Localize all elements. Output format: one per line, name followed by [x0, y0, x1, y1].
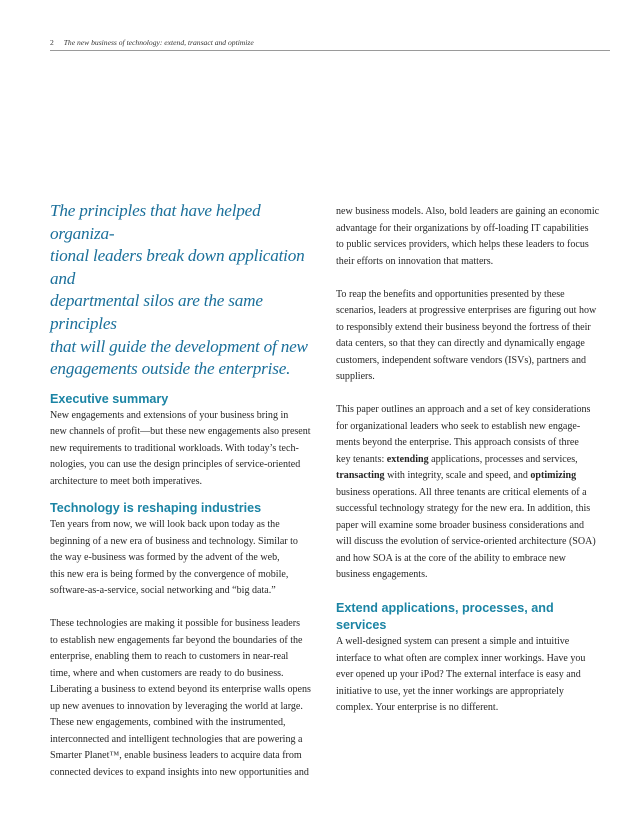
- pull-quote-line: The principles that have helped organiza-: [50, 201, 261, 243]
- extend-heading: [336, 600, 608, 634]
- emphasis-optimizing: optimizing: [530, 470, 577, 481]
- text-line: software-as-a-service, social networking and “big data.”: [50, 585, 276, 597]
- text-line: A well-designed system can present a simple and intuitive: [336, 636, 570, 647]
- right-paragraph-1: [336, 204, 608, 270]
- text-line: architecture to meet both imperatives.: [50, 475, 203, 487]
- text-line: Smarter Planet™, enable business leaders to acquire data from: [50, 750, 302, 762]
- emphasis-extending: extending: [386, 453, 429, 465]
- pull-quote-line: that will guide the development of new: [50, 336, 308, 356]
- text-line: to establish new engagements far beyond the boundaries of the: [50, 634, 303, 646]
- text-line: ever opened up your iPod? The external interface is easy and: [336, 669, 581, 680]
- text-line: this new era is being formed by the convergence of mobile,: [50, 568, 289, 580]
- text-line: successful technology strategy for the new era. In addition, this: [336, 503, 591, 514]
- text-line: their efforts on innovation that matters.: [336, 255, 494, 267]
- text-line: connected devices to expand insights into new opportunities and: [50, 766, 309, 778]
- text-line: These technologies are making it possible for business leaders: [50, 618, 300, 630]
- text-line: time, where and when customers are ready to do business.: [50, 667, 284, 679]
- text-line: applications, processes and services,: [428, 453, 578, 465]
- technology-paragraph-1: [50, 517, 315, 600]
- right-paragraph-2: [336, 287, 608, 386]
- text-line: for organizational leaders who seek to establish new engage-: [336, 420, 581, 432]
- page-number: 2: [50, 38, 54, 47]
- header-divider: [50, 50, 610, 51]
- technology-paragraph-2: [50, 616, 315, 781]
- pull-quote-line: tional leaders break down application and: [50, 246, 305, 288]
- text-line: will discuss the evolution of service-oriented architecture (SOA): [336, 536, 596, 547]
- emphasis-transacting: transacting: [336, 470, 385, 481]
- text-line: customers, independent software vendors (ISVs), partners and: [336, 354, 586, 366]
- text-line: ments beyond the enterprise. This approach consists of three: [336, 437, 579, 448]
- text-line: interface to what often are complex inner workings. Have you: [336, 652, 586, 664]
- text-line: scenarios, leaders at progressive enterprises are figuring out how: [336, 305, 597, 316]
- text-line: To reap the benefits and opportunities presented by these: [336, 288, 565, 300]
- text-line: to public services providers, which helps these leaders to focus: [336, 239, 589, 250]
- text-line: with integrity, scale and speed, and: [384, 470, 531, 481]
- text-line: new business models. Also, bold leaders are gaining an economic: [336, 206, 600, 217]
- heading-line: services: [336, 618, 387, 632]
- text-line: key tenants:: [336, 453, 387, 465]
- right-paragraph-4: [336, 634, 608, 717]
- text-line: new channels of profit—but these new engagements also present: [50, 426, 311, 438]
- text-line: nologies, you can use the design principles of service-oriented: [50, 459, 301, 471]
- text-line: new requirements to traditional workloads. With today’s tech-: [50, 442, 299, 454]
- text-line: initiative to use, yet the inner workings are appropriately: [336, 685, 564, 697]
- text-line: business engagements.: [336, 569, 428, 580]
- text-line: This paper outlines an approach and a set of key considerations: [336, 404, 591, 415]
- text-line: complex. Your enterprise is no different.: [336, 702, 499, 713]
- executive-summary-paragraph: [50, 408, 315, 491]
- running-title: The new business of technology: extend, transact and optimize: [63, 38, 254, 47]
- text-line: enterprise, enabling them to reach to customers in near-real: [50, 651, 289, 663]
- text-line: up new avenues to innovation by leveraging the world at large.: [50, 700, 303, 712]
- text-line: interconnected and intelligent technologies that are powering a: [50, 733, 303, 745]
- text-line: suppliers.: [336, 371, 375, 382]
- text-line: to responsibly extend their business beyond the fortress of their: [336, 321, 591, 333]
- technology-heading: Technology is reshaping industries: [50, 501, 262, 516]
- text-line: paper will examine some broader business considerations and: [336, 519, 585, 531]
- text-line: business operations. All three tenants are critical elements of a: [336, 486, 587, 498]
- text-line: Ten years from now, we will look back upon today as the: [50, 519, 280, 531]
- right-paragraph-3: [336, 402, 608, 584]
- running-header: [50, 38, 610, 47]
- pull-quote-line: departmental silos are the same principles: [50, 291, 263, 333]
- text-line: data centers, so that they can directly and dynamically engage: [336, 338, 585, 349]
- executive-summary-heading: Executive summary: [50, 391, 169, 406]
- heading-line: Extend applications, processes, and: [336, 601, 554, 615]
- text-line: New engagements and extensions of your business bring in: [50, 409, 289, 421]
- text-line: advantage for their organizations by off-loading IT capabilities: [336, 222, 589, 234]
- pull-quote-line: engagements outside the enterprise.: [50, 359, 291, 379]
- pull-quote: [50, 200, 315, 381]
- text-line: the way e-business was formed by the advent of the web,: [50, 552, 280, 564]
- text-line: beginning of a new era of business and technology. Similar to: [50, 535, 298, 547]
- text-line: and how SOA is at the core of the ability to embrace new: [336, 552, 566, 564]
- left-column: [50, 200, 315, 781]
- right-column: [336, 204, 608, 717]
- text-line: These new engagements, combined with the instrumented,: [50, 717, 286, 729]
- text-line: Liberating a business to extend beyond its enterprise walls opens: [50, 684, 311, 696]
